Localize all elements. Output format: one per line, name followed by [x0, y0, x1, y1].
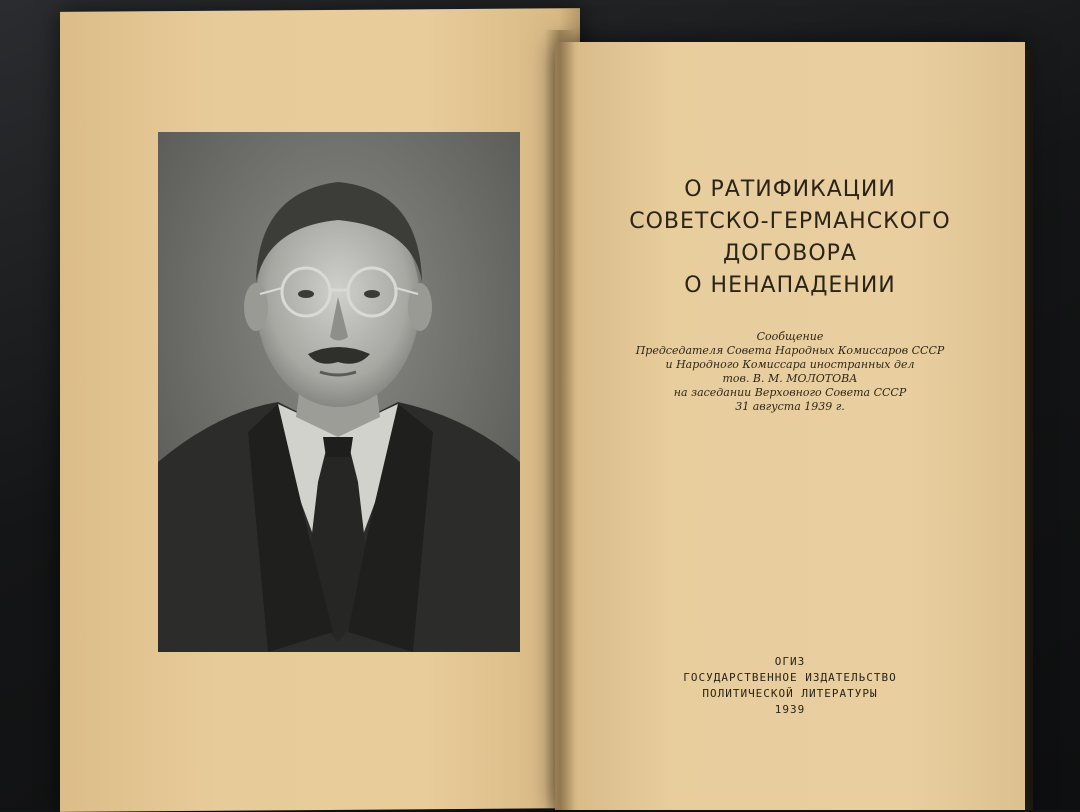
subtitle-line: 31 августа 1939 г. — [735, 400, 845, 413]
publisher-line: ПОЛИТИЧЕСКОЙ ЛИТЕРАТУРЫ — [702, 687, 878, 700]
title-line: О НЕНАПАДЕНИИ — [684, 273, 896, 298]
subtitle-line: на заседании Верховного Совета СССР — [673, 386, 907, 399]
subtitle-line: тов. В. М. МОЛОТОВА — [722, 372, 858, 385]
book-subtitle — [555, 330, 1025, 414]
title-line: О РАТИФИКАЦИИ — [684, 177, 896, 202]
subtitle-line: Председателя Совета Народных Комиссаров СССР — [635, 344, 945, 357]
open-book — [40, 10, 1040, 810]
publisher-line: ОГИЗ — [774, 655, 806, 668]
title-line: ДОГОВОРА — [723, 241, 857, 266]
publication-year: 1939 — [774, 703, 806, 716]
subtitle-line: и Народного Комиссара иностранных дел — [665, 358, 915, 371]
title-line: СОВЕТСКО-ГЕРМАНСКОГО — [629, 209, 951, 234]
book-title — [555, 174, 1025, 302]
portrait-photo — [158, 132, 520, 652]
publisher-imprint — [555, 654, 1025, 718]
subtitle-line: Сообщение — [756, 330, 824, 343]
portrait-illustration — [158, 132, 520, 652]
title-page — [555, 42, 1025, 810]
publisher-line: ГОСУДАРСТВЕННОЕ ИЗДАТЕЛЬСТВО — [683, 671, 897, 684]
